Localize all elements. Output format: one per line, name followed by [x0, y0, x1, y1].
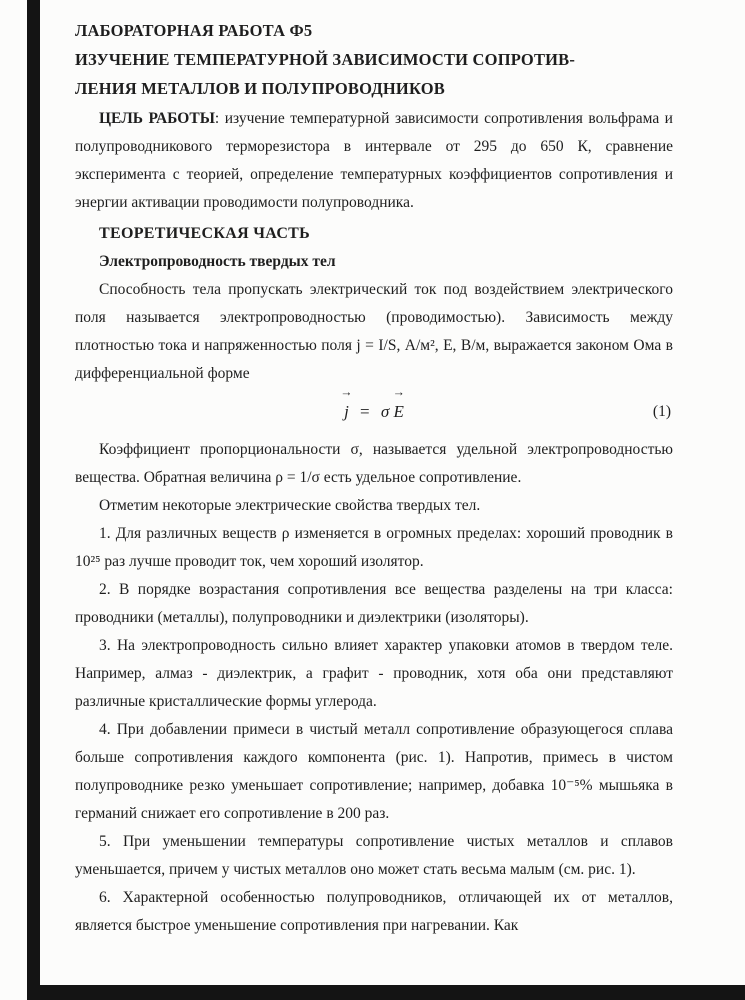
equation-rhs: E — [393, 402, 404, 421]
vector-j — [340, 385, 353, 426]
paragraph-sigma: Коэффициент пропорциональности σ, называется удельной электропроводностью вещества. Обратная величина ρ = 1/σ есть удельное сопротивление. — [75, 441, 673, 486]
equation-1 — [75, 385, 673, 433]
vector-arrow-icon: → — [340, 385, 353, 400]
list-item-1: 1. Для различных веществ ρ изменяется в огромных пределах: хороший проводник в 10²⁵ раз лучше проводит ток, чем хороший изолятор. — [75, 525, 673, 570]
vector-E — [392, 385, 405, 426]
scan-edge-left — [27, 0, 40, 1000]
document-title — [75, 16, 673, 103]
paragraph-intro: Способность тела пропускать электрический ток под воздействием электрического поля называется электропроводностью (проводимостью). Зависимость между плотностью тока и напряженностью поля j = I/S, А/м², E, В/м, выражается законом Ома в дифференциальной форме — [75, 281, 673, 382]
title-line-3: ЛЕНИЯ МЕТАЛЛОВ И ПОЛУПРОВОДНИКОВ — [75, 79, 445, 98]
scan-edge-bottom — [27, 985, 745, 1000]
paragraph-note: Отметим некоторые электрические свойства твердых тел. — [99, 497, 481, 514]
list-item-3: 3. На электропроводность сильно влияет характер упаковки атомов в твердом теле. Например, алмаз - диэлектрик, а графит - проводник, хотя оба они представляют различные кристаллические формы углерода. — [75, 637, 673, 710]
equation-equals: = — [360, 402, 370, 421]
goal-paragraph — [75, 105, 673, 217]
vector-arrow-icon: → — [392, 385, 405, 400]
list-item-4: 4. При добавлении примеси в чистый металл сопротивление образующегося сплава больше сопротивления каждого компонента (рис. 1). Напротив, примесь в чистом полупроводнике резко уменьшает сопротивление; например, добавка 10⁻⁵% мышьяка в германий снижает его сопротивление в 200 раз. — [75, 721, 673, 822]
equation-body — [75, 385, 673, 426]
title-line-1: ЛАБОРАТОРНАЯ РАБОТА Ф5 — [75, 21, 313, 40]
list-item-6: 6. Характерной особенностью полупроводников, отличающей их от металлов, является быстрое уменьшение сопротивления при нагревании. Как — [75, 889, 673, 934]
goal-text: : изучение температурной зависимости сопротивления вольфрама и полупроводникового терморезистора в интервале от 295 до 650 К, сравнение эксперимента с теорией, определение температурных коэффициентов сопротивления и энергии активации проводимости полупроводника. — [75, 110, 673, 211]
equation-number: (1) — [652, 403, 671, 420]
equation-sigma: σ — [380, 402, 390, 421]
goal-label: ЦЕЛЬ РАБОТЫ — [99, 110, 215, 127]
equation-lhs: j — [344, 402, 349, 421]
subsection-heading: Электропроводность твердых тел — [99, 253, 336, 270]
list-item-2: 2. В порядке возрастания сопротивления все вещества разделены на три класса: проводники (металлы), полупроводники и диэлектрики (изоляторы). — [75, 581, 673, 626]
page-content — [75, 16, 673, 940]
title-line-2: ИЗУЧЕНИЕ ТЕМПЕРАТУРНОЙ ЗАВИСИМОСТИ СОПРОТИВ- — [75, 50, 576, 69]
section-heading: ТЕОРЕТИЧЕСКАЯ ЧАСТЬ — [99, 225, 311, 242]
list-item-5: 5. При уменьшении температуры сопротивление чистых металлов и сплавов уменьшается, причем у чистых металлов оно может стать весьма малым (см. рис. 1). — [75, 833, 673, 878]
